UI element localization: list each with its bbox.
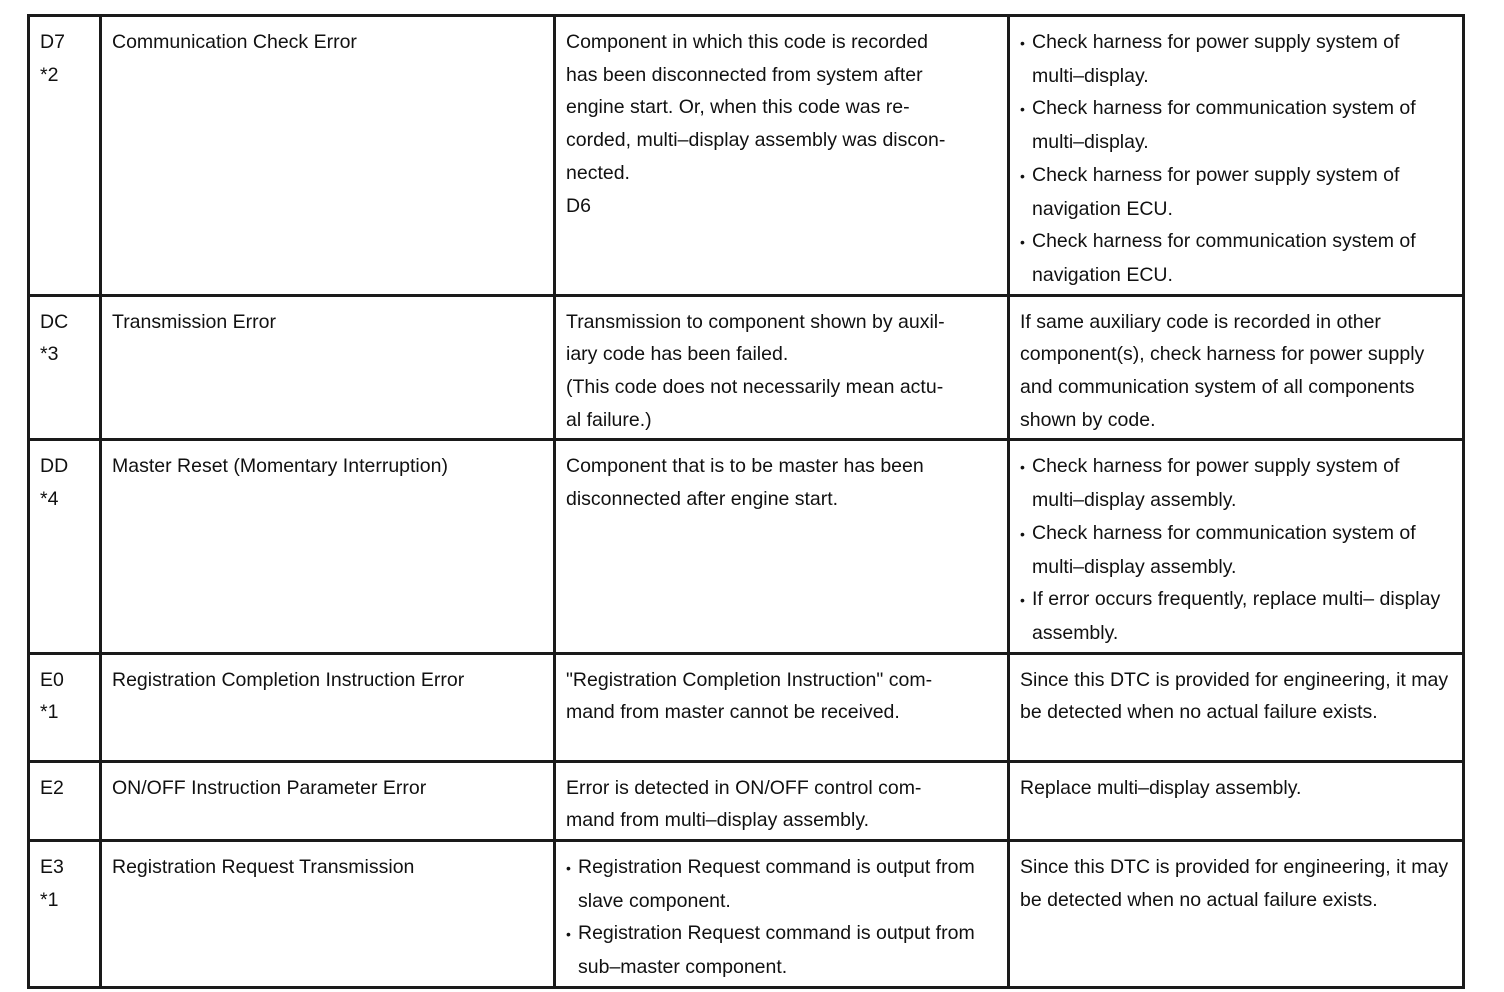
action-bullet: • Check harness for power supply system of multi–display assembly. [1020,450,1452,516]
dtc-name-cell [101,16,555,296]
dtc-note: *1 [40,888,59,911]
dtc-code: E0 [40,668,64,691]
description-line: Component that is to be master has been [566,455,924,478]
dtc-code-cell [29,653,101,761]
description-line: disconnected after engine start. [566,488,839,511]
description-line: Component in which this code is recorded [566,31,929,53]
dtc-code: D7 [40,31,65,53]
dtc-code-cell [29,761,101,840]
action-bullet: • Check harness for communication system of navigation ECU. [1020,225,1452,291]
table-row [29,841,1464,988]
description-bullet: • Registration Request command is output from slave component. [566,851,997,917]
dtc-description-cell [555,653,1009,761]
dtc-name: ON/OFF Instruction Parameter Error [112,776,427,799]
table-row [29,440,1464,653]
dtc-code-cell [29,440,101,653]
table-row [29,16,1464,296]
dtc-code-cell [29,841,101,988]
description-line: al failure.) [566,408,652,431]
action-bullet: • Check harness for communication system of multi–display. [1020,92,1452,158]
dtc-code: DC [40,310,69,333]
dtc-action-cell [1009,841,1464,988]
dtc-description-cell [555,440,1009,653]
action-text: Since this DTC is provided for engineering, it may be detected when no actual failure exists. [1020,856,1449,911]
dtc-description-cell [555,841,1009,988]
description-line: has been disconnected from system after [566,63,923,86]
description-line: Transmission to component shown by auxil- [566,310,945,333]
table-row [29,761,1464,840]
dtc-code-cell [29,16,101,296]
description-line: "Registration Completion Instruction" com- [566,668,933,691]
action-bullet: • Check harness for power supply system of multi–display. [1020,26,1452,92]
action-bullet: • Check harness for power supply system of navigation ECU. [1020,159,1452,225]
action-text: Replace multi–display assembly. [1020,776,1302,799]
table-row [29,653,1464,761]
dtc-name: Registration Completion Instruction Error [112,668,465,691]
dtc-name-cell [101,761,555,840]
dtc-action-cell [1009,761,1464,840]
dtc-action-cell [1009,653,1464,761]
dtc-name-cell [101,440,555,653]
dtc-note: *2 [40,63,59,86]
dtc-action-cell [1009,16,1464,296]
dtc-note: *3 [40,343,59,366]
dtc-description-cell [555,16,1009,296]
dtc-name: Transmission Error [112,310,276,333]
dtc-code: E2 [40,776,64,799]
description-line: Error is detected in ON/OFF control com- [566,776,922,799]
dtc-name: Registration Request Transmission [112,856,415,879]
dtc-action-cell [1009,295,1464,440]
description-line: iary code has been failed. [566,343,789,366]
description-line: engine start. Or, when this code was re- [566,96,910,119]
table-row [29,295,1464,440]
dtc-description-cell [555,295,1009,440]
dtc-name-cell [101,841,555,988]
description-line: (This code does not necessarily mean actu- [566,376,944,399]
action-bullet: • Check harness for communication system of multi–display assembly. [1020,517,1452,583]
description-line: D6 [566,194,591,217]
description-line: mand from multi–display assembly. [566,809,870,832]
action-text: Since this DTC is provided for engineering, it may be detected when no actual failure exists. [1020,668,1449,724]
dtc-note: *1 [40,701,59,724]
action-text: If same auxiliary code is recorded in other component(s), check harness for power supply and communication system of all components shown by code. [1020,310,1425,431]
action-bullet: • If error occurs frequently, replace multi– display assembly. [1020,583,1452,649]
dtc-name-cell [101,653,555,761]
description-bullet: • Registration Request command is output from sub–master component. [566,917,997,983]
dtc-name: Communication Check Error [112,31,357,53]
dtc-description-cell [555,761,1009,840]
description-line: nected. [566,161,630,184]
description-line: mand from master cannot be received. [566,701,900,724]
dtc-note: *4 [40,488,59,511]
dtc-name-cell [101,295,555,440]
dtc-code-cell [29,295,101,440]
description-line: corded, multi–display assembly was discon- [566,129,946,152]
dtc-name: Master Reset (Momentary Interruption) [112,455,448,478]
dtc-code: DD [40,455,69,478]
dtc-action-cell [1009,440,1464,653]
dtc-code: E3 [40,856,64,879]
dtc-table [27,14,1465,989]
